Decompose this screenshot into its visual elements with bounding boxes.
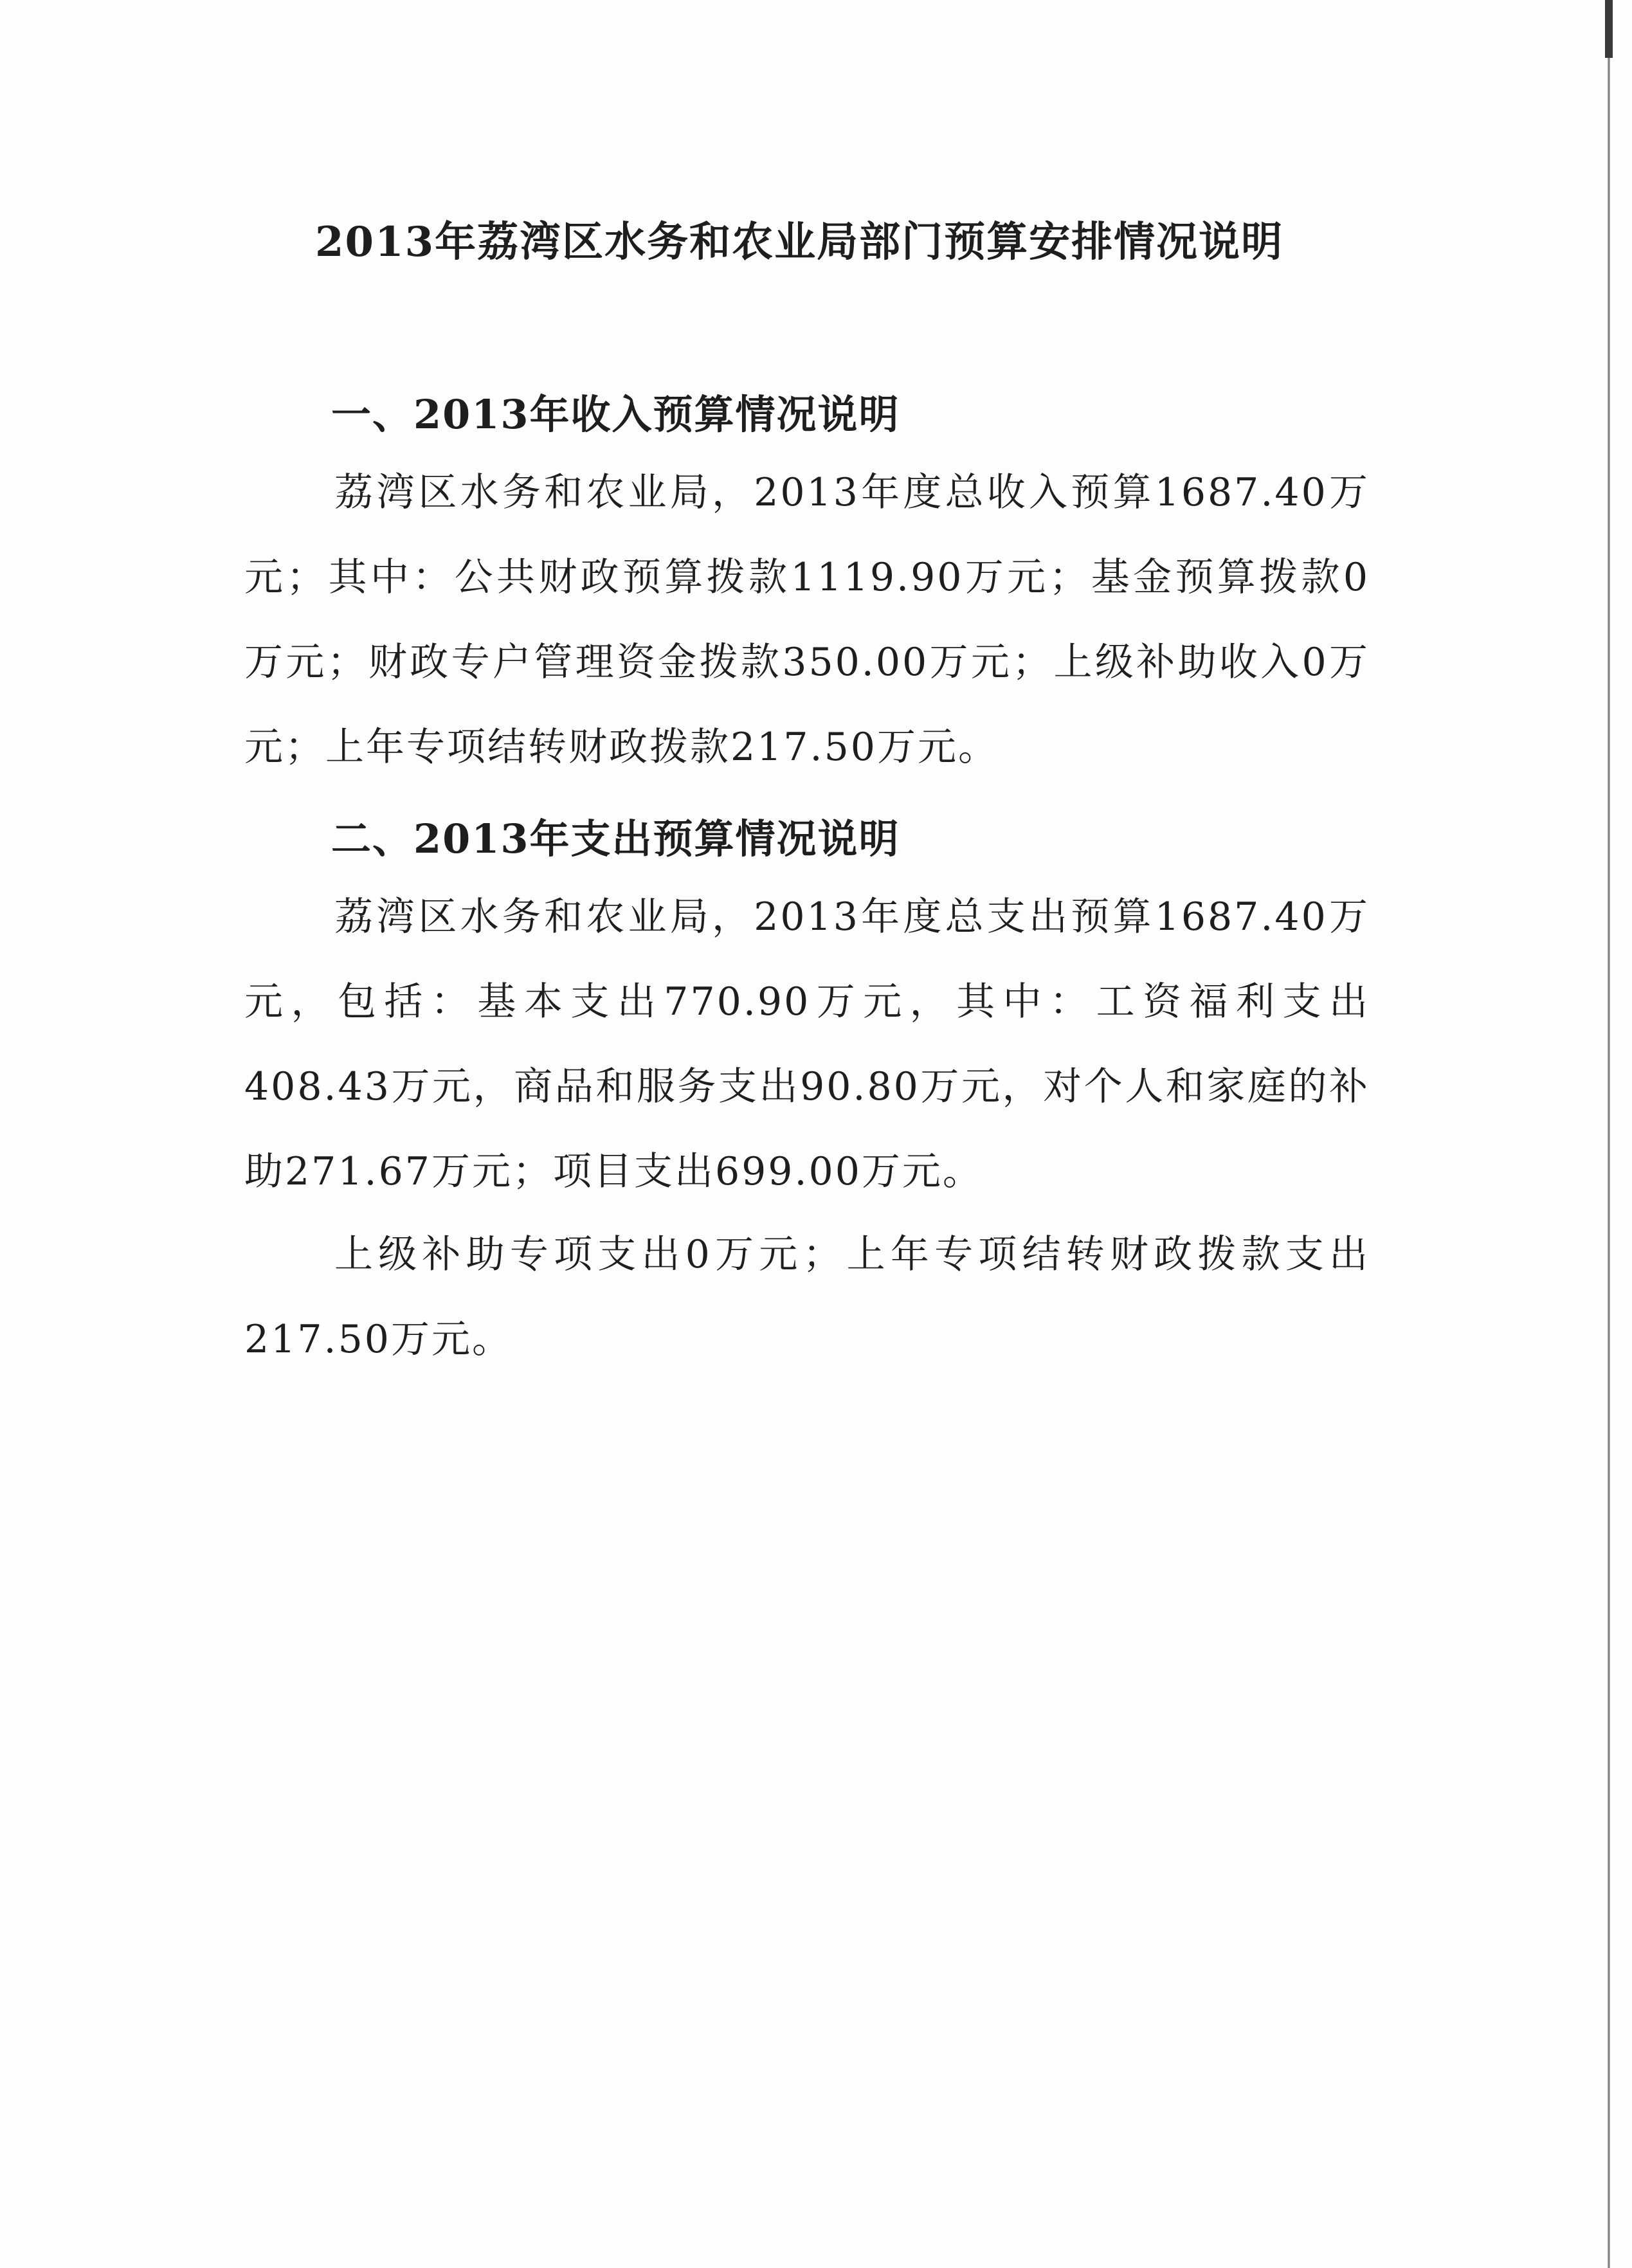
paragraph-expenditure: 荔湾区水务和农业局，2013年度总支出预算1687.40万元，包括：基本支出770.90万元，其中：工资福利支出408.43万元，商品和服务支出90.80万元，对个人和家庭的补助271.67万元；项目支出699.00万元。 [244,894,1370,1194]
section-heading-income: 一、2013年收入预算情况说明 [331,391,900,438]
section-heading-expenditure: 二、2013年支出预算情况说明 [331,815,900,862]
paragraph-special-expenditure: 上级补助专项支出0万元；上年专项结转财政拨款支出217.50万元。 [244,1232,1370,1362]
document-title: 2013年荔湾区水务和农业局部门预算安排情况说明 [315,218,1284,266]
scan-edge-line [1608,0,1610,2268]
scan-edge-mark [1605,0,1613,58]
paragraph-income: 荔湾区水务和农业局，2013年度总收入预算1687.40万元；其中：公共财政预算拨款1119.90万元；基金预算拨款0万元；财政专户管理资金拨款350.00万元；上级补助收入0万元；上年专项结转财政拨款217.50万元。 [244,470,1370,770]
